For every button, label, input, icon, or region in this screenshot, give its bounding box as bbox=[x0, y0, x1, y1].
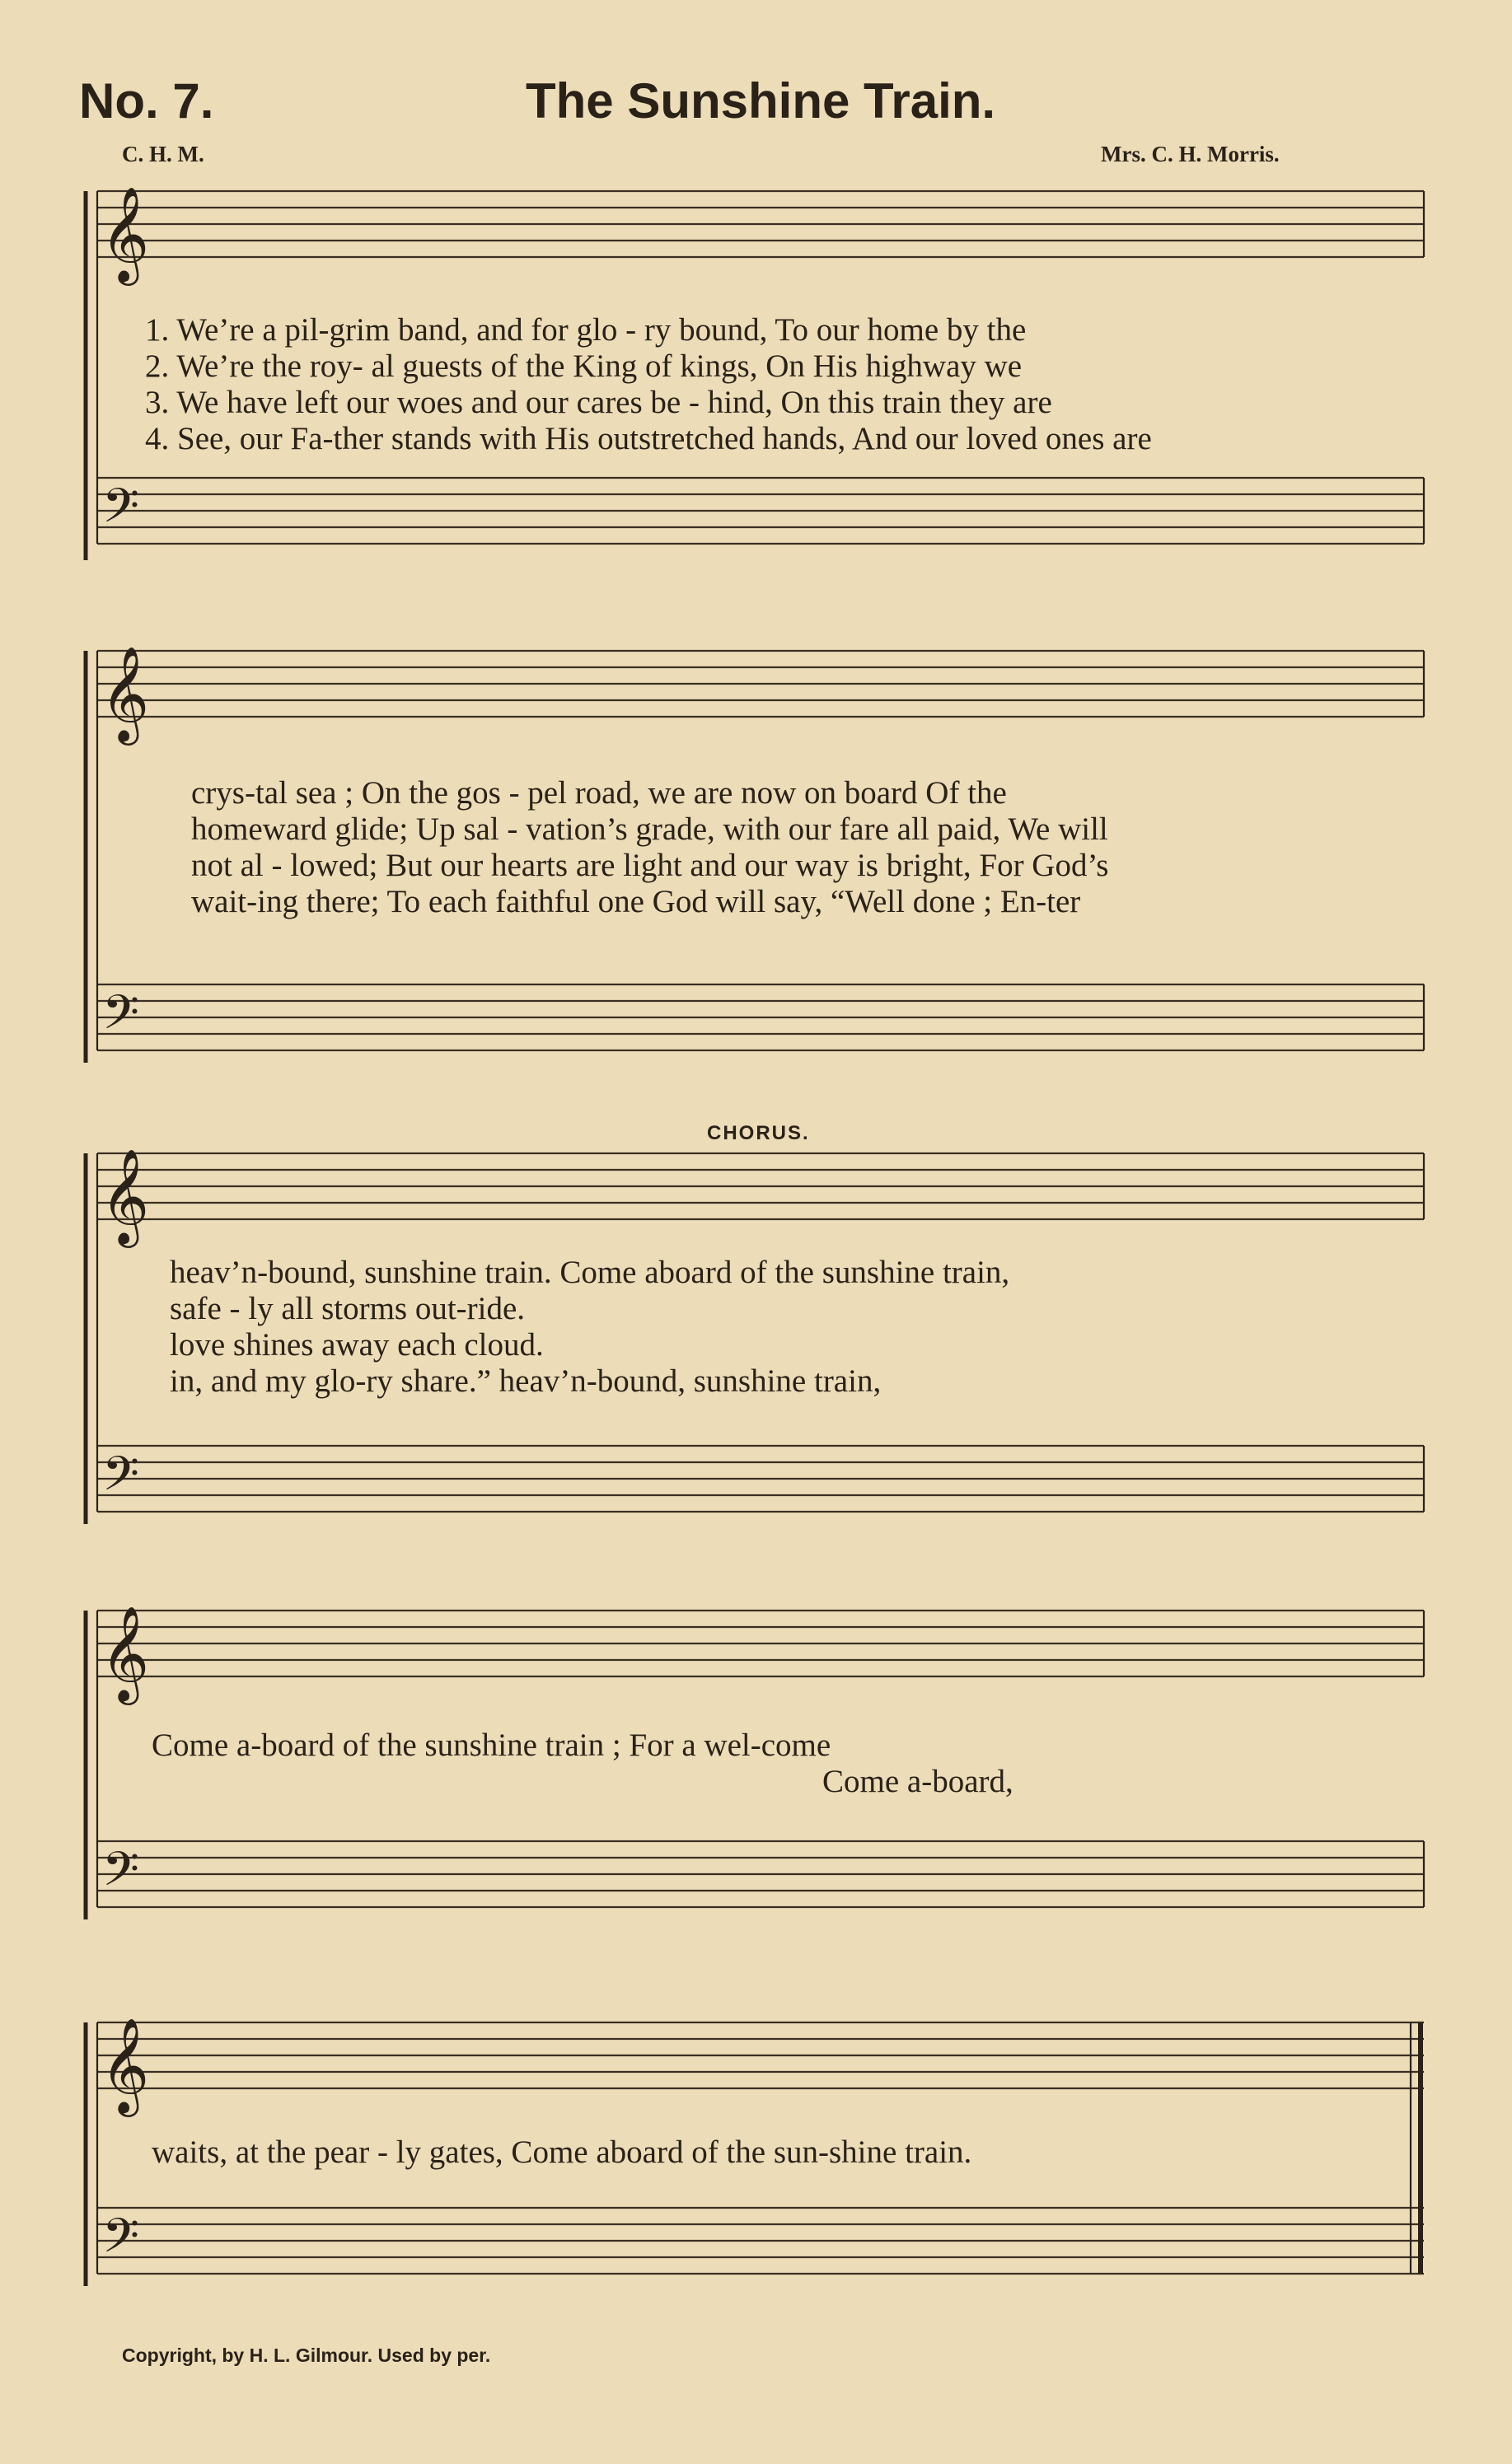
staff-treble-4 bbox=[97, 1611, 1424, 1676]
staff-bass-1 bbox=[97, 478, 1424, 544]
staff-bass-4 bbox=[97, 1841, 1424, 1907]
staff-treble-5 bbox=[97, 2022, 1424, 2088]
lyric-line: 3. We have left our woes and our cares be - hind, On this train they are bbox=[145, 385, 1052, 420]
staff-bass-5 bbox=[97, 2208, 1424, 2274]
hymn-number: No. 7. bbox=[79, 73, 214, 129]
svg-text:𝄢: 𝄢 bbox=[102, 1841, 140, 1909]
svg-text:𝄞: 𝄞 bbox=[101, 645, 150, 741]
lyric-line: in, and my glo-ry share.” heav’n-bound, sunshine train, bbox=[170, 1363, 882, 1399]
lyric-line: safe - ly all storms out-ride. bbox=[170, 1291, 526, 1326]
svg-text:𝄞: 𝄞 bbox=[101, 1148, 150, 1244]
lyric-line: love shines away each cloud. bbox=[170, 1327, 544, 1363]
svg-text:𝄞: 𝄞 bbox=[101, 2017, 150, 2113]
lyric-line: crys-tal sea ; On the gos - pel road, we are now on board Of the bbox=[191, 775, 1007, 811]
bass-clef-icon: 𝄢 bbox=[102, 478, 140, 545]
lyric-line: wait-ing there; To each faithful one God will say, “Well done ; En-ter bbox=[191, 884, 1081, 919]
staff-treble-2 bbox=[97, 651, 1424, 717]
staff-treble-1 bbox=[97, 191, 1424, 257]
svg-text:𝄢: 𝄢 bbox=[102, 1446, 140, 1513]
svg-text:𝄞: 𝄞 bbox=[101, 1605, 150, 1701]
chorus-label: CHORUS. bbox=[707, 1122, 810, 1144]
lyric-line: 4. See, our Fa-ther stands with His outstretched hands, And our loved ones are bbox=[145, 421, 1152, 456]
hymn-title: The Sunshine Train. bbox=[526, 73, 996, 129]
svg-text:𝄢: 𝄢 bbox=[102, 984, 140, 1052]
treble-clef-icon: 𝄞 bbox=[101, 185, 150, 282]
svg-text:𝄢: 𝄢 bbox=[102, 2208, 140, 2275]
lyric-line: Come a-board, bbox=[822, 1764, 1013, 1799]
staff-treble-3 bbox=[97, 1153, 1424, 1219]
lyric-line: 2. We’re the roy- al guests of the King of kings, On His highway we bbox=[145, 348, 1023, 384]
staff-bass-3 bbox=[97, 1446, 1424, 1512]
staff-bass-2 bbox=[97, 984, 1424, 1050]
copyright-notice: Copyright, by H. L. Gilmour. Used by per. bbox=[122, 2345, 491, 2366]
lyric-line: homeward glide; Up sal - vation’s grade, with our fare all paid, We will bbox=[191, 811, 1108, 847]
lyric-line: heav’n-bound, sunshine train. Come aboard of the sunshine train, bbox=[170, 1255, 1010, 1290]
lyricist-credit: Mrs. C. H. Morris. bbox=[1101, 142, 1280, 166]
lyric-line: 1. We’re a pil-grim band, and for glo - ry bound, To our home by the bbox=[145, 312, 1027, 348]
lyric-line: not al - lowed; But our hearts are light and our way is bright, For God’s bbox=[191, 848, 1109, 883]
lyric-line: Come a-board of the sunshine train ; For a wel-come bbox=[152, 1728, 831, 1763]
lyric-line: waits, at the pear - ly gates, Come aboard of the sun-shine train. bbox=[152, 2134, 972, 2170]
composer-credit: C. H. M. bbox=[122, 142, 204, 166]
